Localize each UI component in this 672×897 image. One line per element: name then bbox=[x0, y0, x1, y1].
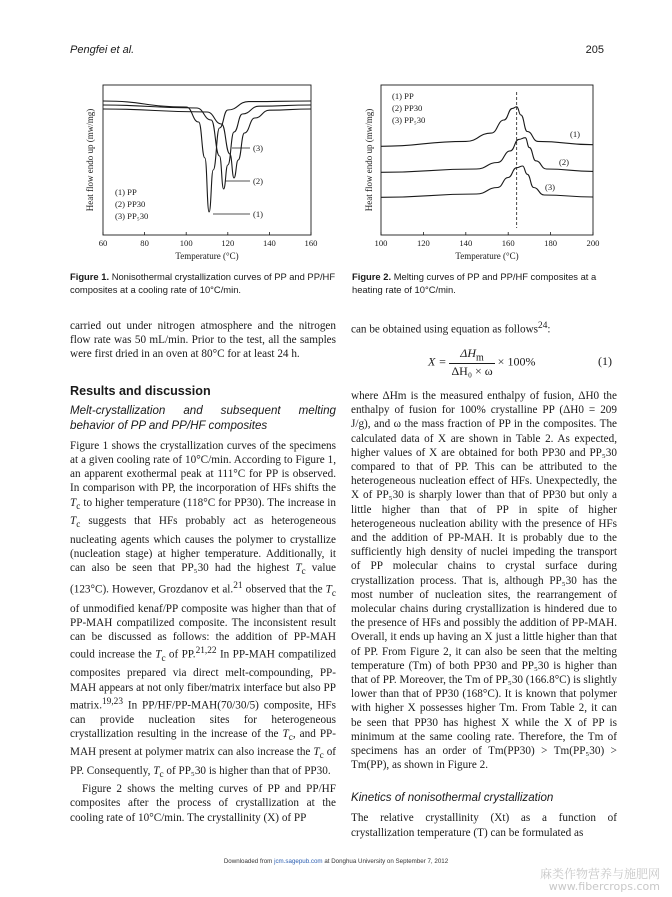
equation-1 bbox=[428, 346, 535, 379]
subsection-title-kinetics: Kinetics of nonisothermal crystallization bbox=[351, 791, 554, 805]
equation-number: (1) bbox=[598, 354, 612, 368]
figure-1 bbox=[70, 78, 330, 268]
figure-2-caption-label: Figure 2. bbox=[352, 271, 392, 282]
figure-1-caption bbox=[70, 270, 338, 296]
figure-1-x-tick-label: 80 bbox=[140, 238, 149, 248]
figure-1-caption-label: Figure 1. bbox=[70, 271, 110, 282]
figure-2-ylabel: Heat flow endo up (mw/mg) bbox=[364, 108, 374, 212]
figure-1-x-tick-label: 160 bbox=[304, 238, 318, 248]
figure-2-x-ticks bbox=[375, 232, 600, 248]
figure-1-legend-3: (3) PP₅30 bbox=[115, 211, 149, 221]
figure-2-caption-text: Melting curves of PP and PP/HF composites at a heating rate of 10°C/min. bbox=[352, 271, 597, 295]
figure-1-curve-label-2: (2) bbox=[253, 176, 264, 186]
figure-1-ylabel: Heat flow endo up (mw/mg) bbox=[85, 108, 95, 212]
section-title-results: Results and discussion bbox=[70, 383, 211, 398]
figure-1-series-line bbox=[103, 109, 311, 178]
paragraph-figure1-discussion: Figure 1 shows the crystallization curves of the specimens at a given cooling rate of 10°C/min. According to Figure 1, an apparent exothermal peak at 111°C for PP is observed. In comparison with PP, the incorporation of HFs shifts the $T_c$ to higher temperature (118°C for PP30). The increase in $T_c$ suggests that HFs probably act as heterogeneous nucleating agents which causes the polymer to crystallize (nucleation stage) at higher temperature. Additionally, it can also be seen that PP₅30 had the highest $T_c$ value (123°C). However, Grozdanov et al.$^{21}$ observed that the $T_c$ of unmodified kenaf/PP composite was higher than that of PP-MAH compatilized composite. The inconsistent result can be discussed as follows: the addition of PP-MAH could increase the $T_c$ of PP.$^{21,22}$ In PP-MAH compatilized composites prepared via direct melt-compounding, PP-MAH appears at not only fiber/matrix interface but also PP matrix.$^{19,23}$ In PP/HF/PP-MAH(70/30/5) composite, HFs can provide nucleation sites for heterogeneous crystallization resulting in the increase of the $T_c$, and PP-MAH present at polymer matrix can also increase the $T_c$ of PP. Consequently, $T_c$ of PP₅30 is higher than that of PP30. bbox=[70, 439, 337, 780]
paragraph-kinetics: The relative crystallinity (Xt) as a function of crystallization temperature (T) can be formulated as bbox=[351, 812, 617, 839]
figure-2 bbox=[352, 78, 612, 268]
figure-2-x-tick-label: 100 bbox=[374, 238, 388, 248]
figure-2-series-line bbox=[381, 166, 593, 197]
watermark-url: www.fibercrops.com bbox=[548, 880, 660, 893]
equation-fraction: $\frac{\Delta H_m}{\text{ΔH₀ × ω}}$ bbox=[451, 346, 493, 379]
figure-1-caption-text: Nonisothermal crystallization curves of PP and PP/HF composites at a cooling rate of 10°C/min. bbox=[70, 271, 336, 295]
footer-link[interactable]: jcm.sagepub.com bbox=[274, 858, 323, 865]
paragraph-figure2-intro: Figure 2 shows the melting curves of PP and PP/HF composites after the process of crystallization at the cooling rate of 10°C/min. The crystallinity (X) of PP bbox=[70, 783, 336, 824]
figure-2-chart bbox=[352, 78, 612, 268]
figure-1-x-tick-label: 60 bbox=[98, 238, 108, 248]
figure-1-x-tick-label: 120 bbox=[221, 238, 235, 248]
figure-2-legend-3: (3) PP₅30 bbox=[392, 115, 426, 125]
figure-1-xlabel: Temperature (°C) bbox=[175, 251, 239, 261]
figure-2-xlabel: Temperature (°C) bbox=[455, 251, 519, 261]
figure-2-curve-label-3: (3) bbox=[545, 182, 556, 192]
figure-2-caption bbox=[352, 270, 610, 296]
figure-2-legend-1: (1) PP bbox=[392, 91, 414, 101]
right-column bbox=[351, 319, 617, 337]
running-header-author: Pengfei et al. bbox=[70, 44, 135, 56]
watermark-cn: 麻类作物营养与施肥网 bbox=[539, 867, 660, 881]
equation-intro: can be obtained using equation as follows$^{24}$: bbox=[351, 321, 551, 336]
figure-1-x-tick-label: 100 bbox=[179, 238, 193, 248]
figure-1-chart bbox=[70, 78, 330, 268]
right-column-body bbox=[351, 389, 617, 840]
subsection-title-melt: Melt-crystallization and subsequent melting behavior of PP and PP/HF composites bbox=[70, 403, 336, 432]
page-number: 205 bbox=[585, 44, 604, 56]
figure-1-curve-label-1: (1) bbox=[253, 209, 264, 219]
paragraph-crystallinity: where ΔHm is the measured enthalpy of fusion, ΔH0 the enthalpy of fusion for 100% crystalline PP (ΔH0 = 209 J/g), and ω the mass fraction of PP in the composites. The calculated data of X are shown in Table 2. As expected, higher values of X are obtained for both PP30 and PP₅30 compared to that of PP. This can be attributed to the heterogeneous nucleation effect of HFs. Unexpectedly, the X of PP₅30 is sharply lower than that of PP30 but only a little higher than that of PP in spite of higher heterogeneous nucleation ability with the presence of HFs and the addition of PP-MAH. It is probably due to the sufficiently high density of nuclei impeding the transport of PP molecular chains to crystal surface during crystallization process. That is, although PP₅30 has the most number of nucleation sites, the rearrangement of molecular chains during crystallization is hindered due to the presence of HFs and possibly the addition of PP-MAH. Overall, it ends up having an X just a little higher than that of PP. From Figure 2, it can also be seen that the melting temperature (Tm) of both PP30 and PP₅30 is higher than that of PP. Moreover, the Tm of PP₅30 (166.8°C) is slightly lower than that of PP30 (168°C). It is known that polymer with higher X possesses higher Tm. From Table 2, it can be seen that PP30 has highest X while the X of PP is minimum at the same cooling rate. Therefore, the Tm of specimens has an order of Tm(PP30) > Tm(PP₅30) > Tm(PP), as shown in Figure 2. bbox=[351, 390, 617, 772]
figure-1-curve-label-3: (3) bbox=[253, 143, 264, 153]
figure-2-x-tick-label: 140 bbox=[459, 238, 473, 248]
equation-tail: × 100% bbox=[497, 354, 536, 369]
figure-2-x-tick-label: 160 bbox=[501, 238, 515, 248]
left-column bbox=[70, 319, 336, 825]
figure-1-x-tick-label: 140 bbox=[262, 238, 276, 248]
left-intro-paragraph: carried out under nitrogen atmosphere and the nitrogen flow rate was 50 mL/min. Prior to the test, all the samples were first dried in an oven at 80°C for at least 24 h. bbox=[70, 320, 336, 361]
figure-2-x-tick-label: 120 bbox=[416, 238, 430, 248]
figure-2-x-tick-label: 180 bbox=[544, 238, 558, 248]
figure-1-x-ticks bbox=[99, 232, 318, 248]
figure-1-legend-2: (2) PP30 bbox=[115, 199, 146, 209]
download-footer: Downloaded from jcm.sagepub.com at Donghua University on September 7, 2012 bbox=[223, 858, 449, 865]
figure-2-curve-label-1: (1) bbox=[570, 129, 581, 139]
figure-2-legend-2: (2) PP30 bbox=[392, 103, 423, 113]
figure-1-legend-1: (1) PP bbox=[115, 187, 137, 197]
figure-2-x-tick-label: 200 bbox=[586, 238, 600, 248]
equation-lhs: X = bbox=[428, 354, 447, 369]
figure-2-curve-label-2: (2) bbox=[559, 157, 570, 167]
